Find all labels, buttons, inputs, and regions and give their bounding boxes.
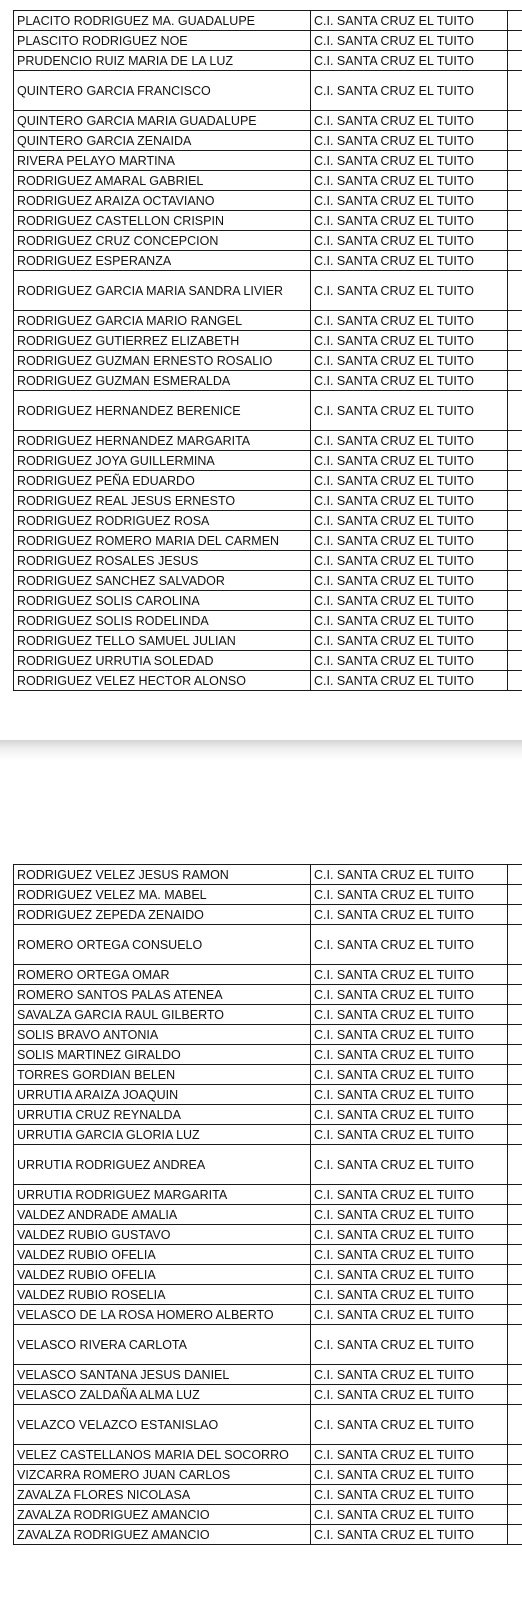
person-name-cell: VALDEZ RUBIO ROSELIA bbox=[14, 1285, 311, 1305]
person-name-cell: ROMERO ORTEGA CONSUELO bbox=[14, 925, 311, 965]
center-cell: C.I. SANTA CRUZ EL TUITO bbox=[311, 431, 508, 451]
table-row bbox=[14, 631, 522, 651]
center-cell: C.I. SANTA CRUZ EL TUITO bbox=[311, 611, 508, 631]
person-name-cell: RODRIGUEZ CASTELLON CRISPIN bbox=[14, 211, 311, 231]
empty-cell bbox=[508, 351, 522, 371]
person-name-cell: RODRIGUEZ ROSALES JESUS bbox=[14, 551, 311, 571]
roster-table-body bbox=[14, 11, 522, 691]
table-row bbox=[14, 491, 522, 511]
table-row bbox=[14, 311, 522, 331]
person-name-cell: RODRIGUEZ SANCHEZ SALVADOR bbox=[14, 571, 311, 591]
table-row bbox=[14, 551, 522, 571]
empty-cell bbox=[508, 631, 522, 651]
empty-cell bbox=[508, 1365, 522, 1385]
table-row bbox=[14, 351, 522, 371]
empty-cell bbox=[508, 1225, 522, 1245]
table-row bbox=[14, 925, 522, 965]
table-row bbox=[14, 1205, 522, 1225]
table-row bbox=[14, 1525, 522, 1545]
table-row bbox=[14, 371, 522, 391]
center-cell: C.I. SANTA CRUZ EL TUITO bbox=[311, 311, 508, 331]
empty-cell bbox=[508, 451, 522, 471]
empty-cell bbox=[508, 1505, 522, 1525]
center-cell: C.I. SANTA CRUZ EL TUITO bbox=[311, 491, 508, 511]
center-cell: C.I. SANTA CRUZ EL TUITO bbox=[311, 1125, 508, 1145]
empty-cell bbox=[508, 71, 522, 111]
center-cell: C.I. SANTA CRUZ EL TUITO bbox=[311, 1305, 508, 1325]
person-name-cell: RODRIGUEZ HERNANDEZ MARGARITA bbox=[14, 431, 311, 451]
empty-cell bbox=[508, 271, 522, 311]
empty-cell bbox=[508, 171, 522, 191]
table-row bbox=[14, 965, 522, 985]
document-page-1 bbox=[0, 0, 522, 740]
table-row bbox=[14, 271, 522, 311]
empty-cell bbox=[508, 591, 522, 611]
empty-cell bbox=[508, 1305, 522, 1325]
table-row bbox=[14, 51, 522, 71]
table-row bbox=[14, 151, 522, 171]
center-cell: C.I. SANTA CRUZ EL TUITO bbox=[311, 1325, 508, 1365]
center-cell: C.I. SANTA CRUZ EL TUITO bbox=[311, 651, 508, 671]
person-name-cell: RODRIGUEZ ARAIZA OCTAVIANO bbox=[14, 191, 311, 211]
person-name-cell: RODRIGUEZ CRUZ CONCEPCION bbox=[14, 231, 311, 251]
empty-cell bbox=[508, 905, 522, 925]
empty-cell bbox=[508, 131, 522, 151]
table-row bbox=[14, 1085, 522, 1105]
empty-cell bbox=[508, 1285, 522, 1305]
center-cell: C.I. SANTA CRUZ EL TUITO bbox=[311, 905, 508, 925]
center-cell: C.I. SANTA CRUZ EL TUITO bbox=[311, 1185, 508, 1205]
table-row bbox=[14, 1125, 522, 1145]
person-name-cell: VELEZ CASTELLANOS MARIA DEL SOCORRO bbox=[14, 1445, 311, 1465]
empty-cell bbox=[508, 1005, 522, 1025]
person-name-cell: ROMERO SANTOS PALAS ATENEA bbox=[14, 985, 311, 1005]
empty-cell bbox=[508, 1525, 522, 1545]
center-cell: C.I. SANTA CRUZ EL TUITO bbox=[311, 511, 508, 531]
person-name-cell: SOLIS BRAVO ANTONIA bbox=[14, 1025, 311, 1045]
table-row bbox=[14, 1065, 522, 1085]
person-name-cell: RODRIGUEZ URRUTIA SOLEDAD bbox=[14, 651, 311, 671]
person-name-cell: SAVALZA GARCIA RAUL GILBERTO bbox=[14, 1005, 311, 1025]
table-row bbox=[14, 905, 522, 925]
empty-cell bbox=[508, 371, 522, 391]
table-row bbox=[14, 191, 522, 211]
center-cell: C.I. SANTA CRUZ EL TUITO bbox=[311, 11, 508, 31]
empty-cell bbox=[508, 671, 522, 691]
empty-cell bbox=[508, 985, 522, 1005]
empty-cell bbox=[508, 1185, 522, 1205]
empty-cell bbox=[508, 1105, 522, 1125]
table-row bbox=[14, 511, 522, 531]
center-cell: C.I. SANTA CRUZ EL TUITO bbox=[311, 1465, 508, 1485]
center-cell: C.I. SANTA CRUZ EL TUITO bbox=[311, 371, 508, 391]
empty-cell bbox=[508, 1045, 522, 1065]
center-cell: C.I. SANTA CRUZ EL TUITO bbox=[311, 271, 508, 311]
person-name-cell: RIVERA PELAYO MARTINA bbox=[14, 151, 311, 171]
table-row bbox=[14, 1225, 522, 1245]
person-name-cell: RODRIGUEZ VELEZ HECTOR ALONSO bbox=[14, 671, 311, 691]
table-row bbox=[14, 1105, 522, 1125]
center-cell: C.I. SANTA CRUZ EL TUITO bbox=[311, 671, 508, 691]
empty-cell bbox=[508, 191, 522, 211]
center-cell: C.I. SANTA CRUZ EL TUITO bbox=[311, 191, 508, 211]
center-cell: C.I. SANTA CRUZ EL TUITO bbox=[311, 351, 508, 371]
person-name-cell: QUINTERO GARCIA MARIA GUADALUPE bbox=[14, 111, 311, 131]
person-name-cell: RODRIGUEZ PEÑA EDUARDO bbox=[14, 471, 311, 491]
person-name-cell: ZAVALZA FLORES NICOLASA bbox=[14, 1485, 311, 1505]
person-name-cell: PRUDENCIO RUIZ MARIA DE LA LUZ bbox=[14, 51, 311, 71]
table-row bbox=[14, 331, 522, 351]
empty-cell bbox=[508, 151, 522, 171]
center-cell: C.I. SANTA CRUZ EL TUITO bbox=[311, 885, 508, 905]
table-row bbox=[14, 1265, 522, 1285]
table-row bbox=[14, 171, 522, 191]
center-cell: C.I. SANTA CRUZ EL TUITO bbox=[311, 1045, 508, 1065]
person-name-cell: VELASCO ZALDAÑA ALMA LUZ bbox=[14, 1385, 311, 1405]
empty-cell bbox=[508, 51, 522, 71]
person-name-cell: URRUTIA ARAIZA JOAQUIN bbox=[14, 1085, 311, 1105]
empty-cell bbox=[508, 211, 522, 231]
table-row bbox=[14, 1445, 522, 1465]
center-cell: C.I. SANTA CRUZ EL TUITO bbox=[311, 151, 508, 171]
table-row bbox=[14, 1405, 522, 1445]
center-cell: C.I. SANTA CRUZ EL TUITO bbox=[311, 1085, 508, 1105]
empty-cell bbox=[508, 331, 522, 351]
table-row bbox=[14, 1285, 522, 1305]
person-name-cell: RODRIGUEZ RODRIGUEZ ROSA bbox=[14, 511, 311, 531]
center-cell: C.I. SANTA CRUZ EL TUITO bbox=[311, 1265, 508, 1285]
empty-cell bbox=[508, 311, 522, 331]
center-cell: C.I. SANTA CRUZ EL TUITO bbox=[311, 985, 508, 1005]
empty-cell bbox=[508, 1085, 522, 1105]
empty-cell bbox=[508, 1065, 522, 1085]
empty-cell bbox=[508, 965, 522, 985]
person-name-cell: VELASCO RIVERA CARLOTA bbox=[14, 1325, 311, 1365]
empty-cell bbox=[508, 31, 522, 51]
empty-cell bbox=[508, 1445, 522, 1465]
person-name-cell: RODRIGUEZ SOLIS CAROLINA bbox=[14, 591, 311, 611]
center-cell: C.I. SANTA CRUZ EL TUITO bbox=[311, 451, 508, 471]
person-name-cell: RODRIGUEZ ROMERO MARIA DEL CARMEN bbox=[14, 531, 311, 551]
person-name-cell: RODRIGUEZ GARCIA MARIA SANDRA LIVIER bbox=[14, 271, 311, 311]
person-name-cell: ZAVALZA RODRIGUEZ AMANCIO bbox=[14, 1505, 311, 1525]
table-row bbox=[14, 671, 522, 691]
person-name-cell: VALDEZ RUBIO GUSTAVO bbox=[14, 1225, 311, 1245]
empty-cell bbox=[508, 885, 522, 905]
table-row bbox=[14, 885, 522, 905]
person-name-cell: VIZCARRA ROMERO JUAN CARLOS bbox=[14, 1465, 311, 1485]
table-row bbox=[14, 131, 522, 151]
table-row bbox=[14, 391, 522, 431]
empty-cell bbox=[508, 925, 522, 965]
roster-table bbox=[13, 10, 522, 691]
center-cell: C.I. SANTA CRUZ EL TUITO bbox=[311, 1385, 508, 1405]
person-name-cell: TORRES GORDIAN BELEN bbox=[14, 1065, 311, 1085]
table-row bbox=[14, 431, 522, 451]
empty-cell bbox=[508, 1405, 522, 1445]
table-row bbox=[14, 1465, 522, 1485]
center-cell: C.I. SANTA CRUZ EL TUITO bbox=[311, 331, 508, 351]
empty-cell bbox=[508, 1265, 522, 1285]
person-name-cell: RODRIGUEZ SOLIS RODELINDA bbox=[14, 611, 311, 631]
center-cell: C.I. SANTA CRUZ EL TUITO bbox=[311, 1525, 508, 1545]
center-cell: C.I. SANTA CRUZ EL TUITO bbox=[311, 571, 508, 591]
table-row bbox=[14, 571, 522, 591]
center-cell: C.I. SANTA CRUZ EL TUITO bbox=[311, 111, 508, 131]
center-cell: C.I. SANTA CRUZ EL TUITO bbox=[311, 71, 508, 111]
table-row bbox=[14, 1045, 522, 1065]
person-name-cell: RODRIGUEZ JOYA GUILLERMINA bbox=[14, 451, 311, 471]
document-page-2 bbox=[0, 760, 522, 1600]
person-name-cell: URRUTIA GARCIA GLORIA LUZ bbox=[14, 1125, 311, 1145]
table-row bbox=[14, 1025, 522, 1045]
person-name-cell: RODRIGUEZ VELEZ MA. MABEL bbox=[14, 885, 311, 905]
empty-cell bbox=[508, 251, 522, 271]
center-cell: C.I. SANTA CRUZ EL TUITO bbox=[311, 1505, 508, 1525]
center-cell: C.I. SANTA CRUZ EL TUITO bbox=[311, 591, 508, 611]
center-cell: C.I. SANTA CRUZ EL TUITO bbox=[311, 1005, 508, 1025]
person-name-cell: QUINTERO GARCIA FRANCISCO bbox=[14, 71, 311, 111]
table-row bbox=[14, 651, 522, 671]
table-row bbox=[14, 471, 522, 491]
empty-cell bbox=[508, 491, 522, 511]
empty-cell bbox=[508, 1205, 522, 1225]
table-row bbox=[14, 1325, 522, 1365]
empty-cell bbox=[508, 471, 522, 491]
empty-cell bbox=[508, 1485, 522, 1505]
table-row bbox=[14, 111, 522, 131]
person-name-cell: RODRIGUEZ GUZMAN ESMERALDA bbox=[14, 371, 311, 391]
table-row bbox=[14, 531, 522, 551]
center-cell: C.I. SANTA CRUZ EL TUITO bbox=[311, 1245, 508, 1265]
person-name-cell: VALDEZ RUBIO OFELIA bbox=[14, 1245, 311, 1265]
person-name-cell: VELASCO SANTANA JESUS DANIEL bbox=[14, 1365, 311, 1385]
person-name-cell: PLASCITO RODRIGUEZ NOE bbox=[14, 31, 311, 51]
center-cell: C.I. SANTA CRUZ EL TUITO bbox=[311, 1145, 508, 1185]
center-cell: C.I. SANTA CRUZ EL TUITO bbox=[311, 471, 508, 491]
person-name-cell: ZAVALZA RODRIGUEZ AMANCIO bbox=[14, 1525, 311, 1545]
center-cell: C.I. SANTA CRUZ EL TUITO bbox=[311, 31, 508, 51]
center-cell: C.I. SANTA CRUZ EL TUITO bbox=[311, 1205, 508, 1225]
empty-cell bbox=[508, 531, 522, 551]
person-name-cell: RODRIGUEZ TELLO SAMUEL JULIAN bbox=[14, 631, 311, 651]
person-name-cell: URRUTIA CRUZ REYNALDA bbox=[14, 1105, 311, 1125]
table-row bbox=[14, 31, 522, 51]
empty-cell bbox=[508, 111, 522, 131]
roster-table-body bbox=[14, 865, 522, 1545]
table-row bbox=[14, 1145, 522, 1185]
center-cell: C.I. SANTA CRUZ EL TUITO bbox=[311, 551, 508, 571]
empty-cell bbox=[508, 11, 522, 31]
page-separator bbox=[0, 740, 522, 760]
empty-cell bbox=[508, 1145, 522, 1185]
table-row bbox=[14, 1365, 522, 1385]
table-row bbox=[14, 1305, 522, 1325]
empty-cell bbox=[508, 231, 522, 251]
person-name-cell: VELASCO DE LA ROSA HOMERO ALBERTO bbox=[14, 1305, 311, 1325]
table-row bbox=[14, 1505, 522, 1525]
table-row bbox=[14, 451, 522, 471]
person-name-cell: VELAZCO VELAZCO ESTANISLAO bbox=[14, 1405, 311, 1445]
empty-cell bbox=[508, 1025, 522, 1045]
center-cell: C.I. SANTA CRUZ EL TUITO bbox=[311, 865, 508, 885]
empty-cell bbox=[508, 1385, 522, 1405]
person-name-cell: QUINTERO GARCIA ZENAIDA bbox=[14, 131, 311, 151]
person-name-cell: RODRIGUEZ AMARAL GABRIEL bbox=[14, 171, 311, 191]
center-cell: C.I. SANTA CRUZ EL TUITO bbox=[311, 1365, 508, 1385]
empty-cell bbox=[508, 391, 522, 431]
center-cell: C.I. SANTA CRUZ EL TUITO bbox=[311, 251, 508, 271]
empty-cell bbox=[508, 1125, 522, 1145]
person-name-cell: PLACITO RODRIGUEZ MA. GUADALUPE bbox=[14, 11, 311, 31]
center-cell: C.I. SANTA CRUZ EL TUITO bbox=[311, 391, 508, 431]
table-row bbox=[14, 251, 522, 271]
person-name-cell: VALDEZ ANDRADE AMALIA bbox=[14, 1205, 311, 1225]
table-row bbox=[14, 1185, 522, 1205]
center-cell: C.I. SANTA CRUZ EL TUITO bbox=[311, 131, 508, 151]
person-name-cell: SOLIS MARTINEZ GIRALDO bbox=[14, 1045, 311, 1065]
person-name-cell: RODRIGUEZ HERNANDEZ BERENICE bbox=[14, 391, 311, 431]
table-row bbox=[14, 1485, 522, 1505]
center-cell: C.I. SANTA CRUZ EL TUITO bbox=[311, 1065, 508, 1085]
center-cell: C.I. SANTA CRUZ EL TUITO bbox=[311, 1405, 508, 1445]
person-name-cell: RODRIGUEZ GUTIERREZ ELIZABETH bbox=[14, 331, 311, 351]
center-cell: C.I. SANTA CRUZ EL TUITO bbox=[311, 531, 508, 551]
empty-cell bbox=[508, 865, 522, 885]
table-row bbox=[14, 211, 522, 231]
empty-cell bbox=[508, 511, 522, 531]
table-row bbox=[14, 71, 522, 111]
empty-cell bbox=[508, 1245, 522, 1265]
center-cell: C.I. SANTA CRUZ EL TUITO bbox=[311, 1285, 508, 1305]
center-cell: C.I. SANTA CRUZ EL TUITO bbox=[311, 211, 508, 231]
center-cell: C.I. SANTA CRUZ EL TUITO bbox=[311, 1485, 508, 1505]
person-name-cell: URRUTIA RODRIGUEZ ANDREA bbox=[14, 1145, 311, 1185]
empty-cell bbox=[508, 1465, 522, 1485]
person-name-cell: RODRIGUEZ REAL JESUS ERNESTO bbox=[14, 491, 311, 511]
empty-cell bbox=[508, 1325, 522, 1365]
table-row bbox=[14, 231, 522, 251]
center-cell: C.I. SANTA CRUZ EL TUITO bbox=[311, 1105, 508, 1125]
center-cell: C.I. SANTA CRUZ EL TUITO bbox=[311, 1225, 508, 1245]
person-name-cell: URRUTIA RODRIGUEZ MARGARITA bbox=[14, 1185, 311, 1205]
center-cell: C.I. SANTA CRUZ EL TUITO bbox=[311, 965, 508, 985]
center-cell: C.I. SANTA CRUZ EL TUITO bbox=[311, 1025, 508, 1045]
table-row bbox=[14, 1005, 522, 1025]
person-name-cell: RODRIGUEZ ESPERANZA bbox=[14, 251, 311, 271]
table-row bbox=[14, 11, 522, 31]
person-name-cell: RODRIGUEZ VELEZ JESUS RAMON bbox=[14, 865, 311, 885]
person-name-cell: RODRIGUEZ ZEPEDA ZENAIDO bbox=[14, 905, 311, 925]
empty-cell bbox=[508, 651, 522, 671]
center-cell: C.I. SANTA CRUZ EL TUITO bbox=[311, 631, 508, 651]
table-row bbox=[14, 985, 522, 1005]
center-cell: C.I. SANTA CRUZ EL TUITO bbox=[311, 51, 508, 71]
center-cell: C.I. SANTA CRUZ EL TUITO bbox=[311, 1445, 508, 1465]
roster-table bbox=[13, 864, 522, 1545]
center-cell: C.I. SANTA CRUZ EL TUITO bbox=[311, 231, 508, 251]
table-row bbox=[14, 865, 522, 885]
person-name-cell: ROMERO ORTEGA OMAR bbox=[14, 965, 311, 985]
empty-cell bbox=[508, 431, 522, 451]
empty-cell bbox=[508, 571, 522, 591]
empty-cell bbox=[508, 551, 522, 571]
person-name-cell: RODRIGUEZ GUZMAN ERNESTO ROSALIO bbox=[14, 351, 311, 371]
person-name-cell: RODRIGUEZ GARCIA MARIO RANGEL bbox=[14, 311, 311, 331]
person-name-cell: VALDEZ RUBIO OFELIA bbox=[14, 1265, 311, 1285]
center-cell: C.I. SANTA CRUZ EL TUITO bbox=[311, 925, 508, 965]
empty-cell bbox=[508, 611, 522, 631]
center-cell: C.I. SANTA CRUZ EL TUITO bbox=[311, 171, 508, 191]
table-row bbox=[14, 611, 522, 631]
table-row bbox=[14, 591, 522, 611]
table-row bbox=[14, 1245, 522, 1265]
table-row bbox=[14, 1385, 522, 1405]
